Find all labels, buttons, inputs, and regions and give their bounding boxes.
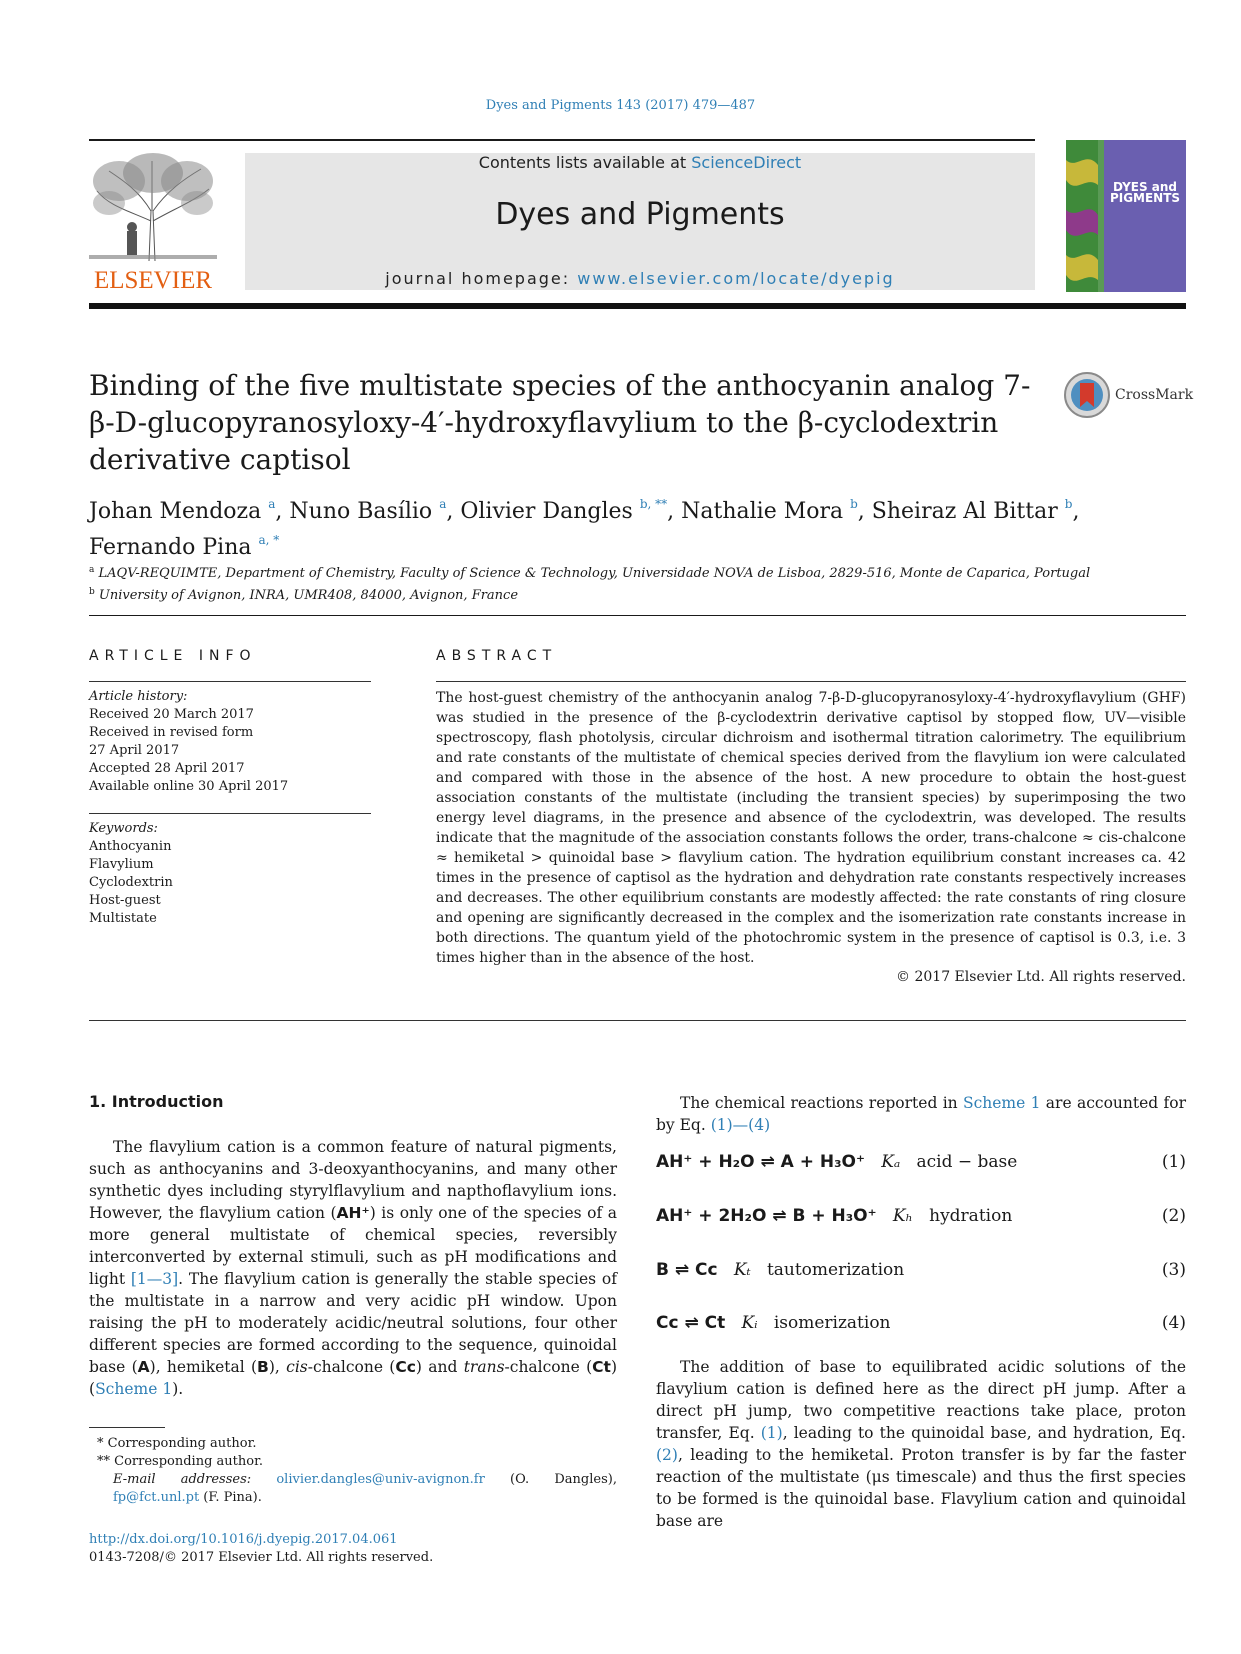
history-item: Received 20 March 2017 — [89, 707, 254, 722]
equation-reaction: AH⁺ + 2H₂O ⇌ B + H₃O⁺ — [656, 1206, 877, 1226]
email-owner: (O. Dangles), — [484, 1472, 617, 1487]
author-name[interactable]: Johan Mendoza — [89, 499, 262, 524]
history-item: 27 April 2017 — [89, 743, 180, 758]
species-label: Ct — [592, 1358, 611, 1376]
author-separator: , — [667, 499, 682, 524]
equation-body — [656, 1260, 904, 1280]
text-run: . The flavylium cation is generally the stable species of the multistate in a narrow and very acidic pH window. Upon raising the pH to moderately acidic/neutral solutions, four other different species are formed according to the sequence, quinoidal base ( — [89, 1270, 617, 1376]
author[interactable] — [681, 499, 872, 524]
history-item: Available online 30 April 2017 — [89, 779, 289, 794]
author-affil-mark[interactable]: a, * — [258, 533, 280, 547]
crossmark-icon — [1063, 371, 1111, 419]
footnote: ** Corresponding author. — [97, 1454, 263, 1469]
journal-citation[interactable]: Dyes and Pigments 143 (2017) 479—487 — [485, 98, 756, 113]
equation-reaction: AH⁺ + H₂O ⇌ A + H₃O⁺ — [656, 1152, 865, 1172]
keyword: Anthocyanin — [89, 839, 172, 854]
equation-label: hydration — [929, 1206, 1013, 1226]
article-info-rule — [89, 681, 371, 682]
cover-title: DYES and PIGMENTS — [1109, 180, 1181, 205]
text-run: -chalcone ( — [307, 1358, 396, 1376]
species-label: A — [137, 1358, 150, 1376]
text-run: ) is only one of the species of a more general multistate of chemical species, reversibly interconverted by external stimuli, such as pH modifications and light — [89, 1204, 617, 1288]
keywords — [89, 820, 379, 928]
text-run: -chalcone ( — [504, 1358, 593, 1376]
email-label: E-mail addresses: — [113, 1472, 252, 1487]
affiliation-text: LAQV-REQUIMTE, Department of Chemistry, Faculty of Science & Technology, Universidade NOVA de Lisboa, 2829-516, Monte de Caparica, Portugal — [98, 566, 1091, 581]
equation-number: (4) — [1161, 1313, 1186, 1333]
equation-label: tautomerization — [766, 1260, 905, 1280]
equations-intro — [656, 1092, 1186, 1136]
author-separator: , — [275, 499, 290, 524]
keywords-rule — [89, 813, 371, 814]
text-run: ), hemiketal ( — [149, 1358, 258, 1376]
equation-number: (1) — [1161, 1152, 1186, 1172]
equation-label: acid − base — [916, 1152, 1018, 1172]
paragraph — [89, 1136, 617, 1400]
author[interactable] — [89, 535, 279, 560]
species-label: AH⁺ — [336, 1204, 370, 1222]
history-item: Received in revised form — [89, 725, 254, 740]
text-run: are accounted for by Eq. — [656, 1094, 1186, 1134]
text-run: ) ( — [89, 1358, 617, 1398]
author-affil-mark[interactable]: b, ** — [639, 497, 668, 511]
article-history — [89, 688, 379, 796]
header-rule — [89, 303, 1186, 309]
author-separator: , — [857, 499, 872, 524]
author-separator: , — [1072, 499, 1080, 524]
author-name[interactable]: Sheiraz Al Bittar — [871, 499, 1058, 524]
equation — [656, 1313, 1186, 1339]
cover-art-icon — [1066, 140, 1186, 292]
affiliations — [89, 561, 1186, 605]
footnote: * Corresponding author. — [97, 1436, 257, 1451]
journal-header — [245, 153, 1035, 290]
equation-body — [656, 1313, 891, 1333]
equation-label: isomerization — [773, 1313, 891, 1333]
abstract-text: The host-guest chemistry of the anthocyanin analog 7-β-D-glucopyranosyloxy-4′-hydroxyflavylium (GHF) was studied in the presence of the β-cyclodextrin derivative captisol by stopped flow, UV—visible spectroscopy, flash photolysis, circular dichroism and isothermal titration calorimetry. The equilibrium and rate constants of the multistate of chemical species derived from the flavylium ion were calculated and compared with those in the absence of the host. A new procedure to obtain the host-guest association constants of the multistate (including the transient species) by superimposing the two energy level diagrams, in the presence and absence of the cyclodextrin, was developed. The results indicate that the magnitude of the association constants follows the order, trans-chalcone ≈ cis-chalcone ≈ hemiketal > quinoidal base > flavylium cation. The hydration equilibrium constant increases ca. 42 times in the presence of captisol as the hydration and dehydration rate constants respectively increases and decreases. The other equilibrium constants are modestly affected: the rate constants of ring closure and opening are significantly decreased in the complex and the isomerization rate constants increase in both directions. The quantum yield of the photochromic system in the presence of captisol is 0.3, i.e. 3 times higher than in the absence of the host. — [436, 690, 1186, 966]
equation-link[interactable]: (1) — [760, 1424, 783, 1442]
author-separator: , — [446, 499, 461, 524]
equation-number: (2) — [1161, 1206, 1186, 1226]
elsevier-wordmark: ELSEVIER — [93, 267, 213, 294]
ph-jump-paragraph — [656, 1356, 1186, 1532]
author[interactable] — [89, 499, 289, 524]
contents-line — [245, 153, 1035, 172]
equation — [656, 1206, 1186, 1232]
author-name[interactable]: Olivier Dangles — [460, 499, 633, 524]
abstract-copyright: © 2017 Elsevier Ltd. All rights reserved. — [896, 969, 1186, 985]
equation-reaction: B ⇌ Cc — [656, 1260, 718, 1280]
elsevier-tree-icon — [89, 151, 217, 263]
article-title: Binding of the five multistate species of the anthocyanin analog 7-β-D-glucopyranosyloxy-4′-hydroxyflavylium to the β-cyclodextrin derivative captisol — [89, 369, 1031, 476]
author-name[interactable]: Nathalie Mora — [681, 499, 844, 524]
affiliation-mark: a — [89, 565, 95, 575]
affiliation-text: University of Avignon, INRA, UMR408, 84000, Avignon, France — [98, 588, 519, 603]
homepage-line — [245, 269, 1035, 288]
homepage-link[interactable]: www.elsevier.com/locate/dyepig — [577, 269, 895, 288]
article-info-heading: ARTICLE INFO — [89, 648, 257, 664]
keyword: Host-guest — [89, 893, 161, 908]
elsevier-logo — [89, 151, 217, 295]
abstract-heading: ABSTRACT — [436, 648, 558, 664]
species-label: B — [257, 1358, 269, 1376]
author-list — [89, 490, 1149, 562]
equation — [656, 1152, 1186, 1178]
keyword: Flavylium — [89, 857, 154, 872]
doi-link[interactable]: http://dx.doi.org/10.1016/j.dyepig.2017.04.061 — [89, 1532, 398, 1547]
author-name[interactable]: Fernando Pina — [89, 535, 252, 560]
keywords-label: Keywords: — [89, 821, 158, 836]
sciencedirect-link[interactable]: ScienceDirect — [691, 153, 802, 172]
top-rule — [89, 139, 1035, 141]
history-item: Accepted 28 April 2017 — [89, 761, 245, 776]
homepage-prefix: journal homepage: — [385, 269, 578, 288]
equation-constant: Kₕ — [892, 1206, 913, 1226]
text-run: , leading to the quinoidal base, and hydration, Eq. — [782, 1424, 1186, 1442]
affiliation — [89, 561, 1186, 583]
intro-paragraph — [89, 1136, 617, 1400]
email-link[interactable]: fp@fct.unl.pt — [113, 1490, 200, 1505]
text-run: cis — [286, 1358, 308, 1376]
text-run: The flavylium cation is a common feature of natural pigments, such as anthocyanins and 3-deoxyanthocyanins, and many other synthetic dyes including styrylflavylium and napthoflavylium ions. However, the flavylium cation ( — [89, 1138, 617, 1222]
affiliation-rule — [89, 615, 1186, 616]
text-run: ), — [268, 1358, 287, 1376]
crossmark-label: CrossMark — [1115, 387, 1194, 403]
equation — [656, 1260, 1186, 1286]
text-run: , leading to the hemiketal. Proton transfer is by far the faster reaction of the multistate (μs timescale) and thus the first species to be formed is the quinoidal base. Flavylium cation and quinoidal base are — [656, 1446, 1186, 1530]
equation-constant: Kₜ — [733, 1260, 751, 1280]
text-run: ) and — [415, 1358, 464, 1376]
species-label: Cc — [395, 1358, 416, 1376]
affiliation-mark: b — [89, 587, 95, 597]
section-heading: 1. Introduction — [89, 1092, 224, 1111]
keyword: Multistate — [89, 911, 157, 926]
equation-link[interactable]: (1)—(4) — [710, 1116, 771, 1134]
email-footnote — [89, 1471, 617, 1507]
author-affil-mark[interactable]: a — [268, 497, 276, 511]
abstract-rule — [436, 681, 1186, 682]
equation-reaction: Cc ⇌ Ct — [656, 1313, 726, 1333]
author[interactable] — [460, 499, 681, 524]
author-name[interactable]: Nuno Basílio — [289, 499, 433, 524]
equation-constant: Kᵢ — [741, 1313, 758, 1333]
reference-link[interactable]: [1—3] — [130, 1270, 179, 1288]
equation-body — [656, 1206, 1012, 1226]
author-affil-mark[interactable]: b — [850, 497, 858, 511]
footnote-rule — [89, 1427, 165, 1428]
equation-body — [656, 1152, 1017, 1172]
doi-block — [89, 1531, 433, 1567]
email-owner: (F. Pina). — [199, 1490, 262, 1505]
history-label: Article history: — [89, 689, 188, 704]
author[interactable] — [872, 499, 1080, 524]
scheme-link[interactable]: Scheme 1 — [95, 1380, 173, 1398]
crossmark-badge[interactable] — [1063, 371, 1193, 421]
equation-constant: Kₐ — [881, 1152, 901, 1172]
equation-number: (3) — [1161, 1260, 1186, 1280]
author-affil-mark[interactable]: b — [1064, 497, 1073, 511]
front-matter-rule — [89, 1020, 1186, 1021]
equation-link[interactable]: (2) — [656, 1446, 678, 1464]
scheme-link[interactable]: Scheme 1 — [962, 1094, 1041, 1112]
text-run: ). — [172, 1380, 184, 1398]
issn-line: 0143-7208/© 2017 Elsevier Ltd. All rights reserved. — [89, 1550, 434, 1565]
author[interactable] — [289, 499, 460, 524]
text-run: trans — [463, 1358, 505, 1376]
journal-cover[interactable] — [1066, 140, 1186, 292]
text-run: The addition of base to equilibrated acidic solutions of the flavylium cation is defined here as the direct pH jump. After a direct pH jump, two competitive reactions take place, proton transfer, Eq. — [656, 1358, 1186, 1442]
author-affil-mark[interactable]: a — [439, 497, 447, 511]
affiliation — [89, 583, 1186, 605]
footnotes — [89, 1435, 617, 1507]
keyword: Cyclodextrin — [89, 875, 173, 890]
contents-prefix: Contents lists available at — [478, 153, 692, 172]
paragraph — [656, 1356, 1186, 1532]
text-run: The chemical reactions reported in — [680, 1094, 963, 1112]
email-link[interactable]: olivier.dangles@univ-avignon.fr — [276, 1472, 485, 1487]
journal-name: Dyes and Pigments — [495, 197, 785, 232]
